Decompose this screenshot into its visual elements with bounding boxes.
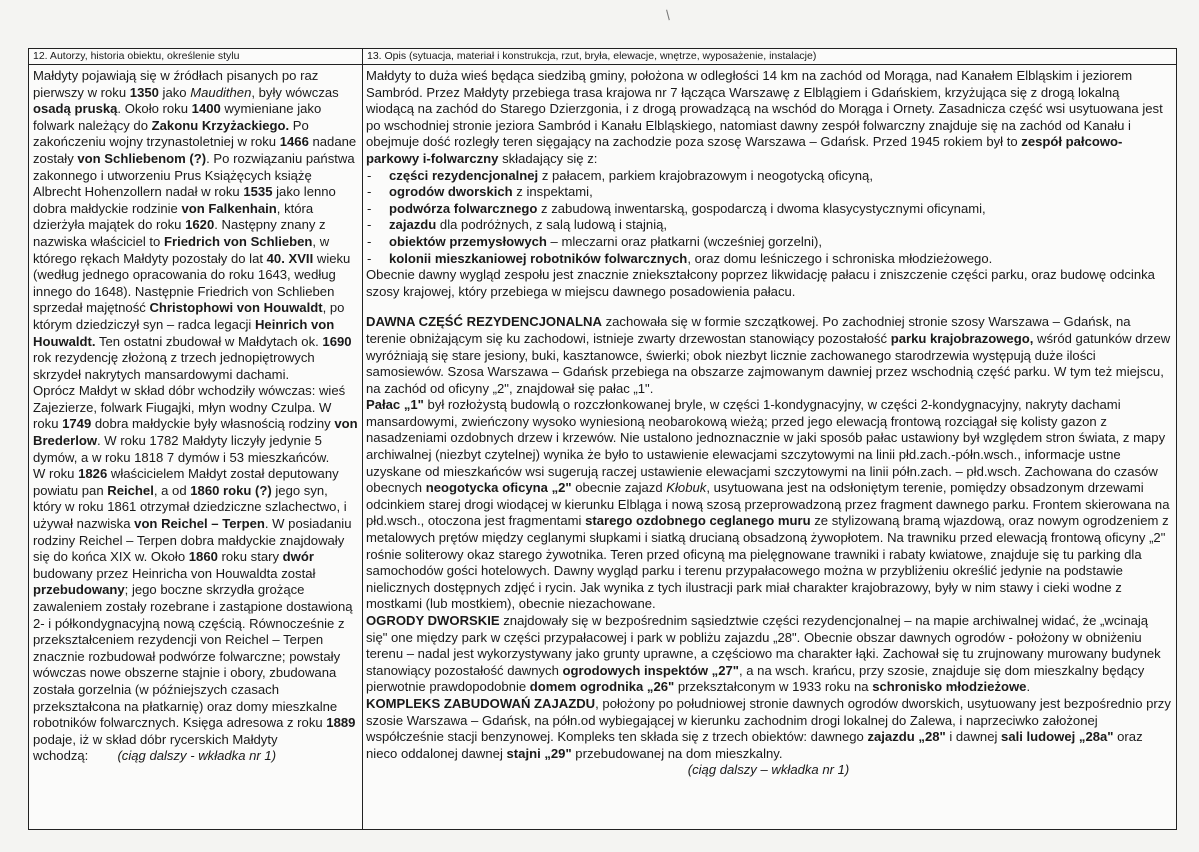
pencil-mark: / — [662, 7, 674, 23]
gardens-section: OGRODY DWORSKIE znajdowały się w bezpośrednim sąsiedztwie części rezydencjonalnej – na mapie archiwalnej widać, że „wcinają się" one między park w części przypałacowej i park w pobliżu zajazdu „28". Obecnie obszar dawnych ogrodów - położony w obniżeniu terenu – nadal jest wykorzystywany jako grunty uprawne, a częściowo ma charakter łąki. Zachował się tu zrujnowany murowany budynek stanowiący pozostałość dawnych ogrodowych inspektów „27", a na wsch. krańcu, przy szosie, znajduje się dom mieszkalny będący pierwotnie prawdopodobnie domem ogrodnika „26" przekształconym w 1933 roku na schronisko młodzieżowe. — [366, 613, 1161, 695]
history-paragraph-2: Oprócz Małdyt w skład dóbr wchodziły wówczas: wieś Zajezierze, folwark Fiugajki, młyn wodny Czulpa. W roku 1749 dobra małdyckie były własnością rodziny von Brederlow. W roku 1782 Małdyty liczyły jedynie 5 dymów, a w roku 1818 7 dymów i 53 mieszkańców. — [33, 383, 358, 465]
description-intro: Małdyty to duża wieś będąca siedzibą gminy, położona w odległości 14 km na zachód od Morąga, nad Kanałem Elbląskim i jeziorem Sambród. Przez Małdyty przebiega trasa krajowa nr 7 łącząca Warszawę z Elblągiem i Gdańskiem, krzyżująca się z drogą lokalną wiodącą na zachód do Starego Dzierzgonia, i z drogą prowadzącą na wschód do Morąga i Ornety. Zasadnicza część wsi usytuowana jest po wschodniej stronie jeziora Sambród i Kanału Elbląskiego, natomiast dawny zespół folwarczny znajduje się na zachód od Kanału i obejmuje dość rozległy teren sięgający na zachodzie poza szosę Warszawa – Gdańsk. Przed 1945 rokiem był to zespół pałcowo-parkowy i-folwarczny składający się z: — [366, 68, 1163, 166]
list-item: - ogrodów dworskich z inspektami, — [366, 184, 1171, 201]
history-paragraph-1: Małdyty pojawiają się w źródłach pisanych po raz pierwszy w roku 1350 jako Maudithen, były wówczas osadą pruską. Około roku 1400 wymieniane jako folwark należący do Zakonu Krzyżackiego. Po zakończeniu wojny trzynastoletniej w roku 1466 nadane zostały von Schliebenom (?). Po rozwiązaniu państwa zakonnego i utworzeniu Prus Książęcych książę Albrecht Hohenzollern nadał w roku 1535 jako lenno dobra małdyckie rodzinie von Falkenhain, która dzierżyła majątek do roku 1620. Następny znany z nazwiska właściciel to Friedrich von Schlieben, w którego rękach Małdyty pozostały do lat 40. XVII wieku (według jednego opracowania do roku 1643, według innego do 1648). Następnie Friedrich von Schlieben sprzedał majętność Christophowi von Houwaldt, po którym dziedziczył syn – radca legacji Heinrich von Houwaldt. Ten ostatni zbudował w Małdytach ok. 1690 rok rezydencję złożoną z trzech jednopiętrowych skrzydeł nakrytych mansardowymi dachami. — [33, 68, 357, 382]
description-column-header: 13. Opis (sytuacja, materiał i konstrukcja, rzut, bryła, elewacje, wnętrze, wyposażenie, instalacje) — [363, 49, 1176, 65]
section-heading: KOMPLEKS ZABUDOWAŃ ZAJAZDU — [366, 695, 596, 711]
list-item: - kolonii mieszkaniowej robotników folwarcznych, oraz domu leśniczego i schroniska młodzieżowego. — [366, 251, 1171, 268]
section-heading: DAWNA CZĘŚĆ REZYDENCJONALNA — [366, 314, 602, 330]
residential-section: DAWNA CZĘŚĆ REZYDENCJONALNA zachowała się w formie szczątkowej. Po zachodniej stronie szosy Warszawa – Gdańsk, na terenie obniżającym się ku zachodowi, istnieje zwarty drzewostan stanowiący pozostałość parku krajobrazowego, wśród gatunków drzew wyróżniają się stare jesiony, buki, kasztanowce, świerki; obok niezbyt licznie zachowanego starodrzewia występują duże ilości samosiewów. Szosa Warszawa – Gdańsk przebiega na obszarze zajmowanym dawniej przez wschodnią część parku. W tym też miejscu, na zachód od oficyny „2", znajdował się pałac „1". — [366, 314, 1171, 396]
palace-section: Pałac „1" był rozłożystą budowlą o rozczłonkowanej bryle, w części 1-kondygnacyjny, w części 2-kondygnacyjny, nakryty dachami mansardowymi, zwieńczony wysoko wyniesioną neobarokową wieżą; przed jego elewacją frontową rozciągał się kolisty gazon z nasadzeniami ozdobnych drzew i krzewów. Nie ustalono jednoznacznie w jaki sposób pałac ustawiony był względem stron świata, z mapy archiwalnej (niezbyt czytelnej) wynika że było to ustawienie elewacjami szczytowymi na linii płd.zach.-półn.wsch., informacje ustne uzyskane od mieszkańców wsi sugerują raczej ustawienie elewacjami szczytowymi na linii półn.zach. – płd.wsch. Zachowana do czasów obecnych neogotycka oficyna „2" obecnie zajazd Kłobuk, usytuowana jest na odsłoniętym terenie, pomiędzy obsadzonym drzewami odcinkiem starej drogi wiodącej w kierunku Elbląga i nową szosą przeprowadzoną przez fragment dawnego parku. Frontem skierowana na płd.wsch., otoczona jest fragmentami starego ozdobnego ceglanego muru ze stylizowaną bramą wjazdową, oraz nowym ogrodzeniem z metalowych prętów między ceglanymi słupkami i siatką drucianą obsadzoną żywopłotem. Na trawniku przed elewacją frontową oficyny „2" rośnie soliterowy okaz starego żywotnika. Teren przed oficyną ma pielęgnowane trawniki i rabaty kwiatowe, znajduje się tu parking dla samochodów gości hotelowych. Dawny wygląd parku i terenu przypałacowego można w przybliżeniu określić jedynie na podstawie nielicznych dostępnych zdjęć i rycin. Jak wynika z tych ilustracji park miał charakter krajobrazowy, były w nim stawy i cieki wodne z mostkami (lub mostkiem), obecnie niezachowane. — [366, 397, 1170, 612]
history-paragraph-3: W roku 1826 właścicielem Małdyt został deputowany powiatu pan Reichel, a od 1860 roku (?) jego syn, który w roku 1861 otrzymał dziedziczne szlachectwo, i używał nazwiska von Reichel – Terpen. W posiadaniu rodziny Reichel – Terpen dobra małdyckie znajdowały się do końca XIX w. Około 1860 roku stary dwór budowany przez Heinricha von Houwaldta został przebudowany; jego boczne skrzydła grożące zawaleniem zostały rozebrane i zastąpione dostawioną 2- i półkondygnacyjną nową częścią. Równocześnie z przekształceniem rezydencji von Reichel – Terpen znacznie rozbudował podwórze folwarczne; powstały wówczas nowe obszerne stajnie i obory, zbudowana została gorzelnia (w późniejszych czasach przekształcona na płatkarnię) oraz domy mieszkalne robotników folwarcznych. Księga adresowa z roku 1889 podaje, iż w skład dóbr rycerskich Małdyty wchodzą: (ciąg dalszy - wkładka nr 1) — [33, 466, 356, 764]
section-heading: Pałac „1" — [366, 397, 424, 413]
history-column — [29, 49, 363, 829]
description-continuation-note: (ciąg dalszy – wkładka nr 1) — [687, 762, 850, 778]
description-current-state: Obecnie dawny wygląd zespołu jest znacznie zniekształcony poprzez likwidację pałacu i zniszczenie części parku, oraz budowę odcinka szosy krajowej, który przebiega w miejscu dawnego posadowienia pałacu. — [366, 267, 1155, 299]
list-item: - podwórza folwarcznego z zabudową inwentarską, gospodarczą i dwoma klasycystycznymi oficynami, — [366, 201, 1171, 218]
history-column-header: 12. Autorzy, historia obiektu, określenie stylu — [29, 49, 362, 65]
complex-parts-list — [366, 168, 1171, 268]
inventory-card-sheet — [28, 48, 1177, 830]
paragraph-gap — [366, 300, 1171, 314]
history-text — [29, 65, 362, 765]
inn-section: KOMPLEKS ZABUDOWAŃ ZAJAZDU, położony po południowej stronie dawnych ogrodów dworskich, usytuowany jest bezpośrednio przy szosie Warszawa – Gdańsk, na półn.od wybiegającej w kierunku zachodnim drogi lokalnej do Zalewa, i naprzeciwko założonej współcześnie stacji benzynowej. Kompleks ten składa się z trzech obiektów: dawnego zajazdu „28" i dawnej sali ludowej „28a" oraz nieco oddalonej dawnej stajni „29" przebudowanej na dom mieszkalny. — [366, 695, 1171, 761]
list-item: - obiektów przemysłowych – mleczarni oraz płatkarni (wcześniej gorzelni), — [366, 234, 1171, 251]
list-item: - zajazdu dla podróżnych, z salą ludową i stajnią, — [366, 217, 1171, 234]
section-heading: OGRODY DWORSKIE — [366, 613, 500, 628]
list-item: - części rezydencjonalnej z pałacem, parkiem krajobrazowym i neogotycką oficyną, — [366, 168, 1171, 185]
description-text — [363, 65, 1176, 779]
description-column — [363, 49, 1176, 829]
history-continuation-note: (ciąg dalszy - wkładka nr 1) — [117, 748, 277, 764]
